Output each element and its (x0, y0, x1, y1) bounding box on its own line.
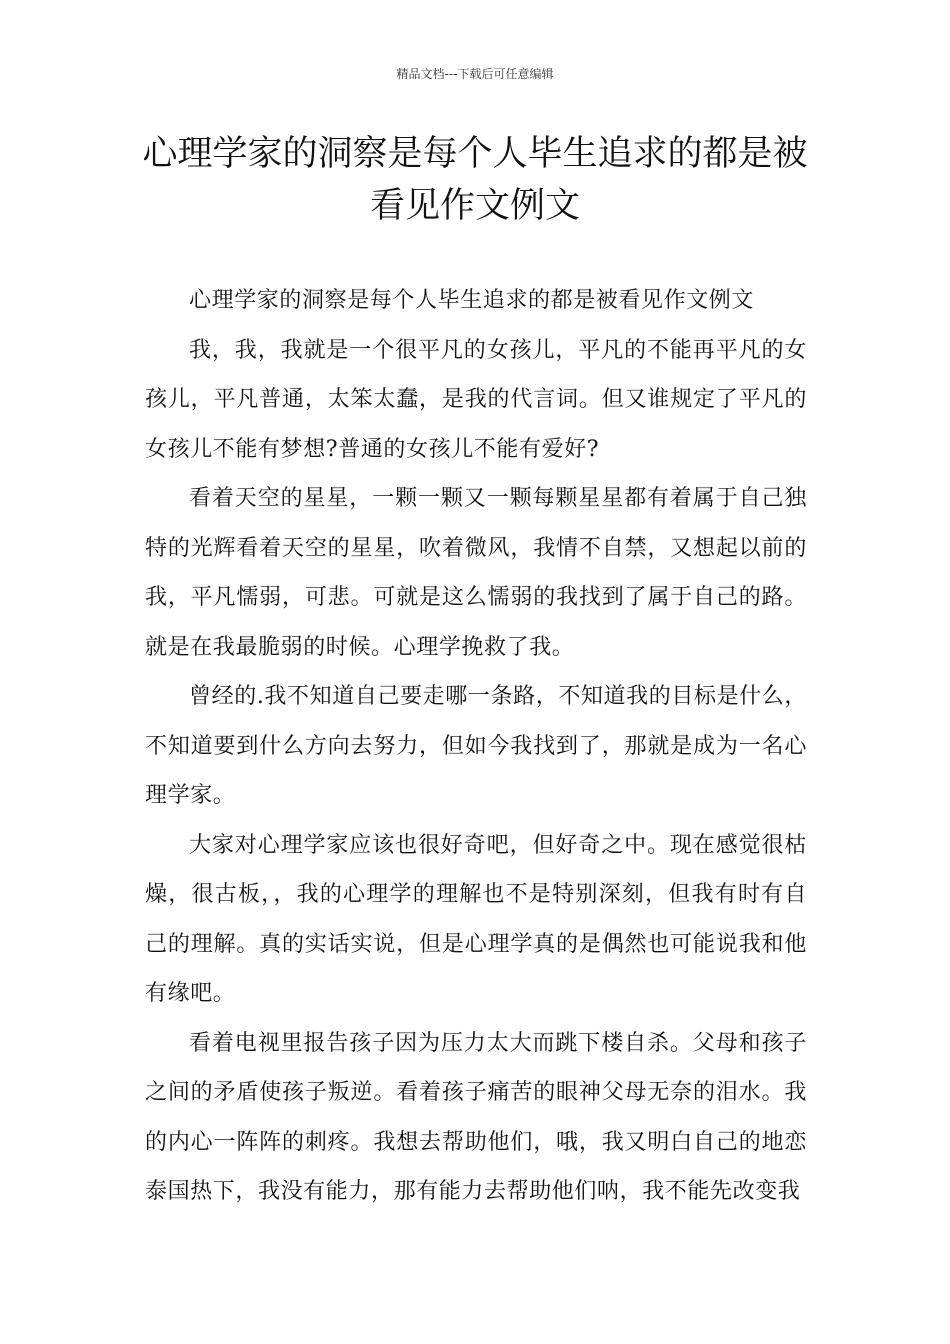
paragraph: 心理学家的洞察是每个人毕生追求的都是被看见作文例文 (189, 288, 755, 313)
page-header-note: 精品文档---下载后可任意编辑 (396, 67, 554, 81)
paragraph: 我，我，我就是一个很平凡的女孩儿，平凡的不能再平凡的女孩儿，平凡普通，太笨太蠢，是我的代言词。但又谁规定了平凡的女孩儿不能有梦想?普通的女孩儿不能有爱好? (145, 337, 807, 462)
paragraph: 曾经的.我不知道自己要走哪一条路，不知道我的目标是什么，不知道要到什么方向去努力，但如今我找到了，那就是成为一名心理学家。 (145, 684, 807, 808)
paragraph: 看着电视里报告孩子因为压力太大而跳下楼自杀。父母和孩子之间的矛盾使孩子叛逆。看着孩子痛苦的眼神父母无奈的泪水。我的内心一阵阵的刺疼。我想去帮助他们，哦，我又明白自己的地恋泰国热下，我没有能力，那有能力去帮助他们呐，我不能先改变我 (145, 1030, 807, 1204)
paragraph: 看着天空的星星，一颗一颗又一颗每颗星星都有着属于自己独特的光辉看着天空的星星，吹着微风，我情不自禁，又想起以前的我，平凡懦弱，可悲。可就是这么懦弱的我找到了属于自己的路。就是在我最脆弱的时候。心理学挽救了我。 (145, 486, 807, 660)
paragraph: 大家对心理学家应该也很好奇吧，但好奇之中。现在感觉很枯燥，很古板，，我的心理学的理解也不是特别深刻，但我有时有自己的理解。真的实话实说，但是心理学真的是偶然也可能说我和他有缘吧。 (145, 832, 807, 1006)
document-title: 心理学家的洞察是每个人毕生追求的都是被看见作文例文 (142, 134, 808, 226)
document-body (145, 276, 807, 1217)
